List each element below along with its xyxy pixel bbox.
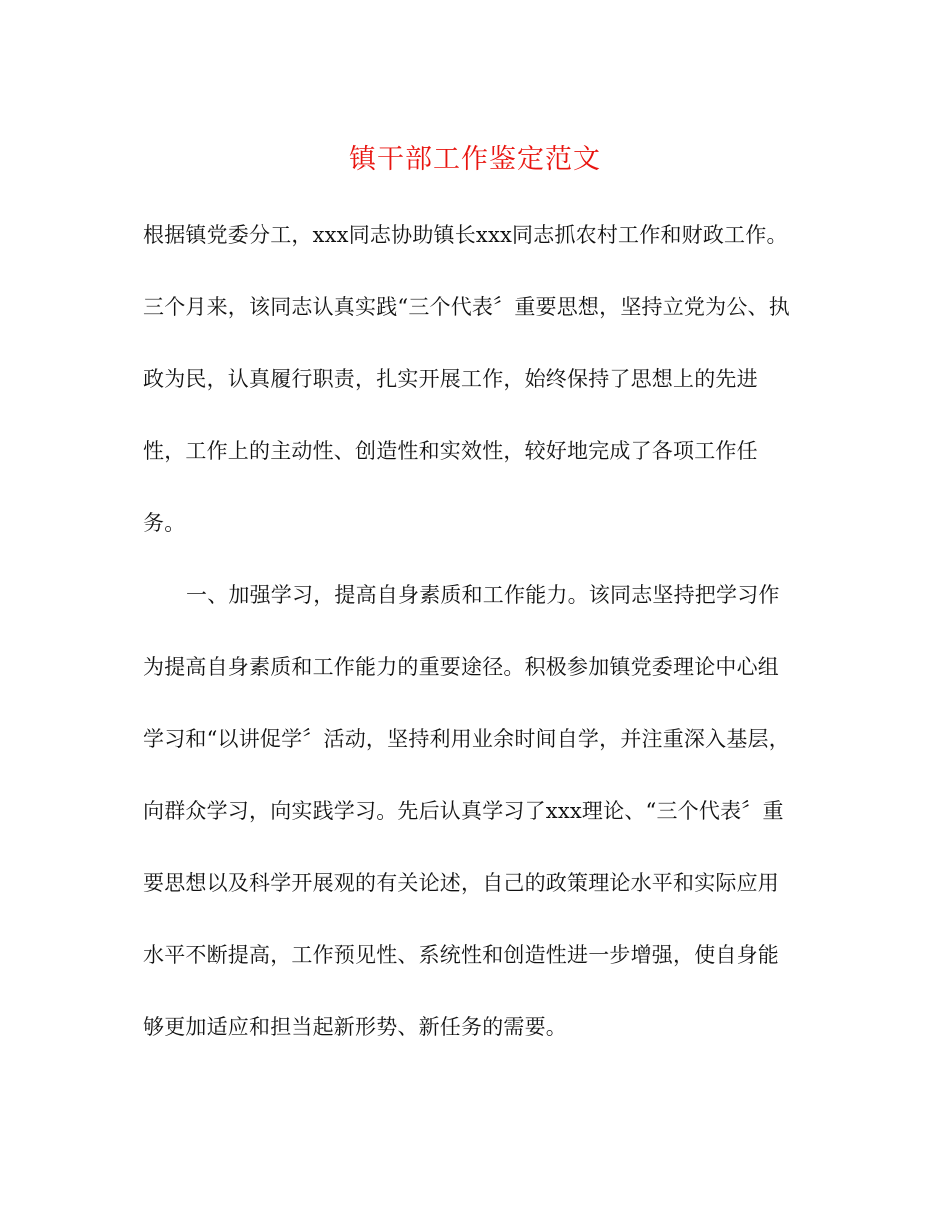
paragraph-2-line-3: 学习和“以讲促学〞活动，坚持利用业余时间自学，并注重深入基层，	[143, 727, 790, 751]
paragraph-1-line-4: 性，工作上的主动性、创造性和实效性，较好地完成了各项工作任	[143, 439, 758, 463]
paragraph-1-line-2: 三个月来，该同志认真实践“三个代表〞重要思想，坚持立党为公、执	[143, 295, 790, 319]
paragraph-2-line-2: 为提高自身素质和工作能力的重要途径。积极参加镇党委理论中心组	[143, 655, 779, 679]
paragraph-2-line-7: 够更加适应和担当起新形势、新任务的需要。	[143, 1015, 567, 1039]
paragraph-1-line-3: 政为民，认真履行职责，扎实开展工作，始终保持了思想上的先进	[143, 367, 758, 391]
document-title: 镇干部工作鉴定范文	[349, 144, 601, 175]
paragraph-2-line-4: 向群众学习，向实践学习。先后认真学习了xxx理论、“三个代表〞重	[143, 799, 784, 823]
paragraph-2-line-5: 要思想以及科学开展观的有关论述，自己的政策理论水平和实际应用	[143, 871, 779, 895]
paragraph-1-line-1: 根据镇党委分工，xxx同志协助镇长xxx同志抓农村工作和财政工作。	[143, 223, 788, 247]
paragraph-2-line-1: 一、加强学习，提高自身素质和工作能力。该同志坚持把学习作	[186, 583, 780, 607]
paragraph-1-line-5: 务。	[143, 511, 186, 535]
paragraph-2-line-6: 水平不断提高，工作预见性、系统性和创造性进一步增强，使自身能	[143, 943, 779, 967]
